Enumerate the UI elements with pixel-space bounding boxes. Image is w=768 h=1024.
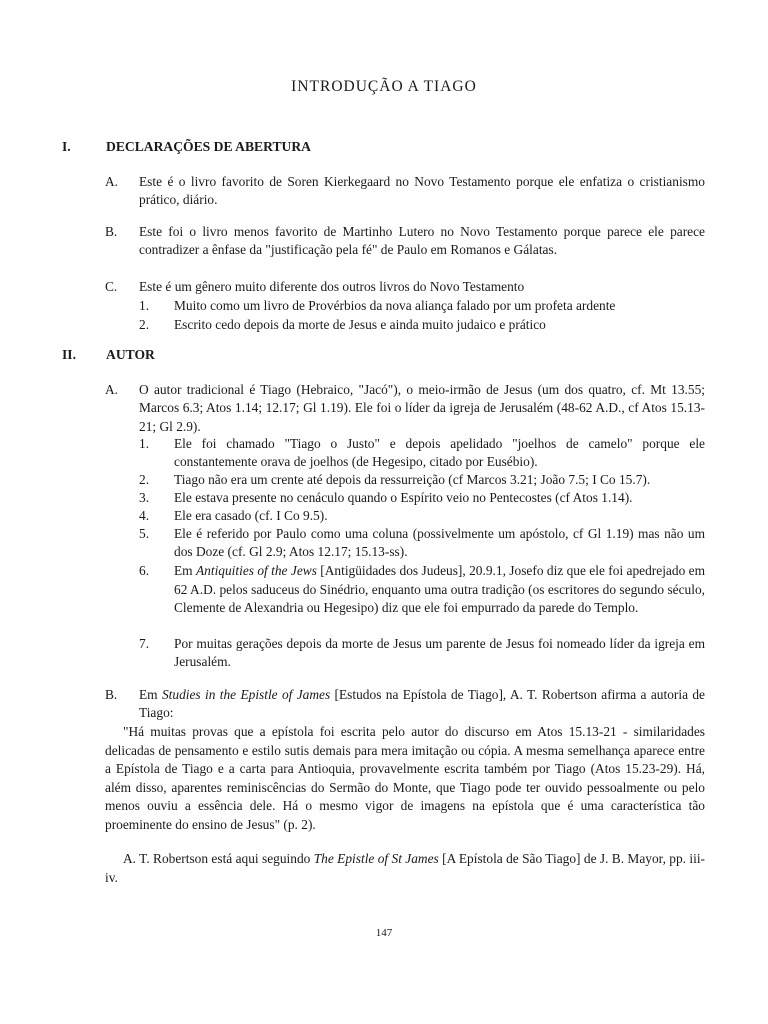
text-run: [Estudos na Epístola de Tiago], A. T. Robertson afirma a autoria de Tiago: (139, 687, 705, 721)
item-text: Este é o livro favorito de Soren Kierkegaard no Novo Testamento porque ele enfatiza o cristianismo prático, diário. (139, 174, 705, 208)
item-text: O autor tradicional é Tiago (Hebraico, "Jacó"), o meio-irmão de Jesus (um dos quatro, cf. Mt 13.55; Marcos 6.3; Atos 1.14; 12.17; Gl 1.19). Ele foi o líder da igreja de Jerusalém (48-62 A.D., cf Atos 15.13-21; Gl 2.9). (139, 382, 705, 434)
item-marker: C. (105, 279, 118, 294)
item-text (139, 686, 705, 723)
text-run: Em (139, 687, 162, 702)
item-marker: B. (105, 687, 118, 702)
subitem-marker: 2. (139, 317, 150, 332)
subitem-marker: 1. (139, 298, 150, 313)
subitem-marker: 6. (139, 563, 150, 578)
subitem-text: Escrito cedo depois da morte de Jesus e ainda muito judaico e prático (174, 317, 546, 332)
book-title: Antiquities of the Jews (195, 563, 317, 578)
subitem-text: Ele era casado (cf. I Co 9.5). (174, 508, 328, 523)
subitem-text (174, 562, 705, 618)
section-title: AUTOR (106, 347, 155, 362)
subitem-text: Tiago não era um crente até depois da ressurreição (cf Marcos 3.21; João 7.5; I Co 15.7). (174, 472, 651, 487)
subitem-text: Por muitas gerações depois da morte de Jesus um parente de Jesus foi nomeado líder da igreja em Jerusalém. (174, 636, 705, 670)
subitem-marker: 3. (139, 490, 150, 505)
item-text: Este é um gênero muito diferente dos outros livros do Novo Testamento (139, 279, 525, 294)
item-marker: A. (105, 382, 119, 397)
subitem-text: Ele é referido por Paulo como uma coluna (possivelmente um apóstolo, cf Gl 1.19) mas não um dos Doze (cf. Gl 2.9; Atos 12.17; 15.13-ss). (174, 526, 705, 560)
page-title: INTRODUÇÃO A TIAGO (291, 78, 477, 95)
subitem-marker: 5. (139, 526, 150, 541)
subitem-marker: 1. (139, 436, 150, 451)
page-number: 147 (375, 927, 393, 939)
section-number: I. (62, 139, 71, 154)
text-run: Em (174, 563, 196, 578)
book-title: Studies in the Epistle of James (161, 687, 331, 702)
section-title: DECLARAÇÕES DE ABERTURA (106, 139, 311, 154)
block-quote: "Há muitas provas que a epístola foi escrita pelo autor do discurso em Atos 15.13-21 - similaridades delicadas de pensamento e estilo sutis demais para mera imitação ou cópia. A mesma semelhança aparece entre a Epístola de Tiago e a carta para Antioquia, provavelmente escrita também por Tiago (Atos 15.23-29). Há, além disso, aparentes reminiscências do Sermão do Monte, que Tiago pode ter ouvido pessoalmente ou pelo menos ouviu a essência dele. Há o mesmo vigor de imagens na epístola que é uma característica tão proeminente do ensino de Jesus" (p. 2). (105, 724, 705, 832)
subitem-marker: 7. (139, 636, 150, 651)
text-run: A. T. Robertson está aqui seguindo (123, 851, 314, 866)
citation-note (105, 850, 705, 887)
subitem-marker: 2. (139, 472, 150, 487)
text-run: [A Epístola de São Tiago] de J. B. Mayor, pp. iii-iv. (105, 851, 706, 885)
item-marker: A. (105, 174, 119, 189)
item-text: Este foi o livro menos favorito de Martinho Lutero no Novo Testamento porque parece ele parece contradizer a ênfase da "justificação pela fé" de Paulo em Romanos e Gálatas. (139, 224, 705, 258)
subitem-marker: 4. (139, 508, 150, 523)
item-marker: B. (105, 224, 118, 239)
section-number: II. (62, 347, 76, 362)
subitem-text: Ele estava presente no cenáculo quando o Espírito veio no Pentecostes (cf Atos 1.14). (174, 490, 633, 505)
book-title: The Epistle of St James (313, 851, 439, 866)
text-run: [Antigüidades dos Judeus], 20.9.1, Josefo diz que ele foi apedrejado em 62 A.D. pelos saduceus do Sinédrio, enquanto uma outra tradição (os escritores do segundo século, Clemente de Alexandria ou Hegesipo) diz que ele foi empurrado da parede do Templo. (174, 563, 705, 616)
subitem-text: Muito como um livro de Provérbios da nova aliança falado por um profeta ardente (174, 298, 616, 313)
subitem-text: Ele foi chamado "Tiago o Justo" e depois apelidado "joelhos de camelo" porque ele constantemente orava de joelhos (de Hegesipo, citado por Eusébio). (174, 436, 705, 470)
